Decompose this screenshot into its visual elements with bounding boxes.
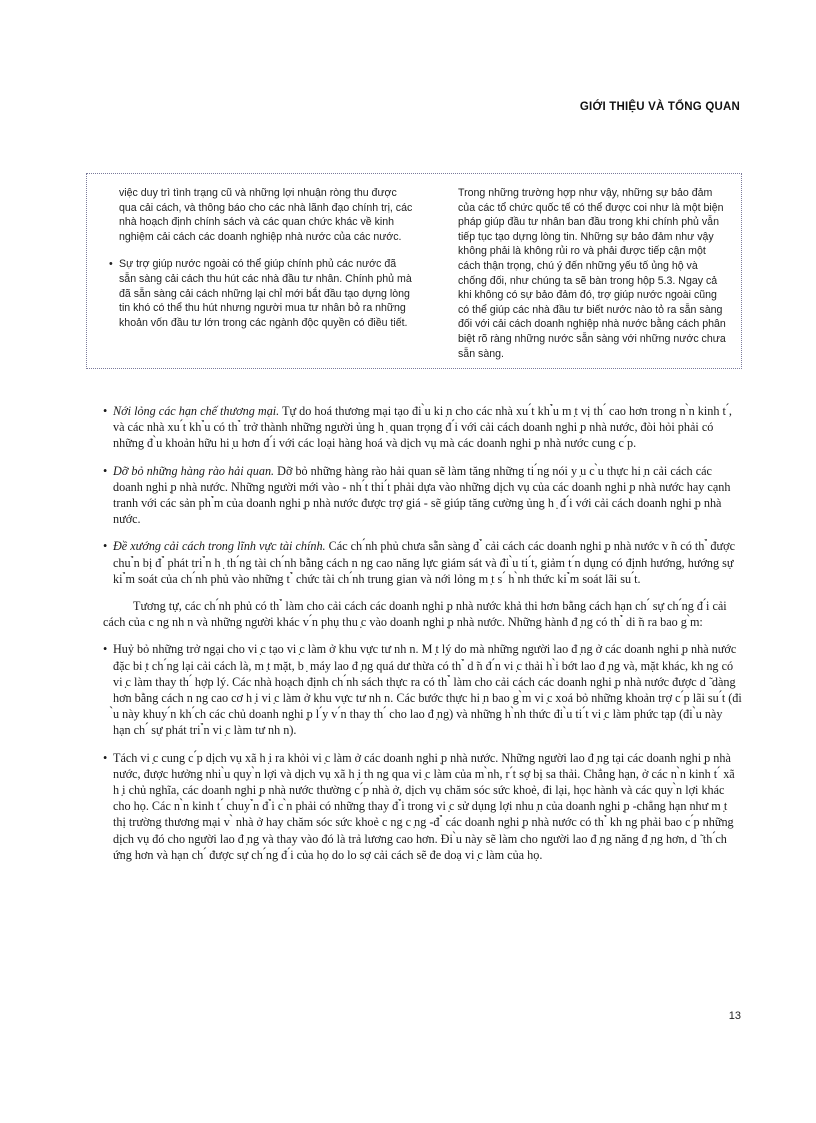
box-right-text: Trong những trường hợp như vậy, những sự bảo đảm của các tổ chức quốc tế có thể được coi như là một biện pháp giúp đầu tư nhân ban đầu trong khi chính phủ vẫn tiếp tục tạo dựng lòng tin. Những sự bảo đảm như vậy không phải là không rủi ro và phải được tiếp cận một cách thận trọng, chú ý đến những yếu tố ủng hộ và chống đối, như chúng ta sẽ bàn trong hộp 5.3. Ngay cả khi không có sự bảo đảm đó, trợ giúp nước ngoài cũng có thể giúp các nhà đầu tư biết nước nào tỏ ra sẵn sàng đối với cải cách doanh nghiệp nhà nước bằng cách phân biệt rõ ràng những nước sẵn sàng với những nước chưa sẵn sàng.: [458, 187, 726, 360]
item-text: Tách vi ̣c cung c ́p dịch vụ xã h ̣i ra khỏi vi ̣c làm ở các doanh nghi ̣p nhà nước. Những người lao đ ̣ng tại các doanh nghi ̣p nhà nước, được hưởng nhi ̀u quy ̀n lợi và dịch vụ xã h ̣i th ng qua vi ̣c làm của m ̀nh, r ́t sợ bị sa thải. Chẳng hạn, ở các n ̀n kinh t ́ xã h ̣i chủ nghĩa, các doanh nghi ̣p nhà nước thường c ́p nhà ở, dịch vụ chăm sóc sức khoẻ, đi lại, học hành và các quy ̀n lợi khác cho họ. Các n ̀n kinh t ́ chuy ̉n đ ̉i c ̀n phải có những thay đ ̉i trong vi ̣c sử dụng lợi nhu ̣n của doanh nghi ̣p -chẳng hạn như m ̣t thị trường thương mại v ̀ nhà ở hay chăm sóc sức khoẻ c ng c ̣ng -đ ̉ các doanh nghi ̣p nhà nước có th ̉ kh ng phải bao c ́p những dịch vụ đó cho người lao đ ̣ng và thay vào đó là trả lương cao hơn. Đi ̀u này sẽ làm cho người lao đ ̣ng năng đ ̣ng hơn, d ̃ th ́ch ứng hơn và hạn ch ́ được sự ch ́ng đ ́i của họ do lo sợ cải cách sẽ đe doạ vi ̣c làm của họ.: [113, 750, 735, 862]
bullet-item-trade: [103, 403, 742, 452]
item-text: Tự do hoá thương mại tạo đi ̀u ki ̣n cho các nhà xu ́t kh ̉u m ̣t vị th ́ cao hơn trong n ̀n kinh t ́, và các nhà xu ́t kh ̉u có th ̉ trở thành những người ủng h ̣ quan trọng đ ́i với cải cách doanh nghi ̣p nhà nước, đòi hỏi phải có những đ ̀u khoản hữu hi ̣u hơn đ ́i với các loại hàng hoá và dịch vụ mà các doanh nghi ̣p nhà nước cung c ́p.: [113, 404, 732, 451]
page-number: 13: [728, 1010, 741, 1022]
bullet-icon: •: [103, 750, 108, 765]
running-header: GIỚI THIỆU VÀ TỔNG QUAN: [579, 101, 740, 113]
sidebar-box: [86, 173, 742, 369]
body-paragraph: Tương tự, các ch ́nh phủ có th ̉ làm cho cải cách các doanh nghi ̣p nhà nước khả thi hơn bằng cách hạn ch ́ sự ch ́ng đ ́i cải cách của c ng nh n và những người khác v ́n phụ thu ̣c vào doanh nghi ̣p nhà nước. Những hành đ ̣ng có th ̉ di ̃n ra bao g ̀m:: [103, 599, 727, 630]
bullet-icon: •: [103, 463, 108, 478]
bullet-icon: •: [103, 404, 108, 418]
bullet-item-finance: [103, 538, 742, 587]
box-left-bullet: [109, 257, 415, 330]
item-title: Đề xướng cải cách trong lĩnh vực tài chính.: [113, 539, 326, 554]
bullet-item-social-services: [103, 750, 742, 863]
bullet-item-jobs: [103, 641, 742, 738]
item-text: Dỡ bỏ những hàng rào hải quan sẽ làm tăng những ti ́ng nói y ̣u c ̀u thực hi ̣n cải cách các doanh nghi ̣p nhà nước. Những người mới vào - nh ́t thi ́t phải dựa vào những dịch vụ của các doanh nghi ̣p nhà nước hay cạnh tranh với các sản ph ̉m của doanh nghi ̣p nhà nước được trợ giá - sẽ giúp tăng cường ủng h ̣ đ ́i với cải cách doanh nghi ̣p nhà nước.: [113, 463, 731, 527]
box-left-column: [109, 186, 415, 330]
item-title: Dỡ bỏ những hàng rào hải quan.: [113, 463, 275, 478]
bullet-icon: •: [109, 258, 113, 271]
bullet-item-customs: [103, 463, 742, 528]
bullet-icon: •: [103, 642, 108, 657]
box-left-bullet-text: Sự trợ giúp nước ngoài có thể giúp chính phủ các nước đã sẵn sàng cải cách thu hút các nhà đầu tư nhân. Chính phủ mà đã sẵn sàng cải cách những lại chỉ mới bắt đầu tạo dựng lòng tin khó có thể thu hút nhưng người mua tư nhân bỏ ra những khoản vốn đầu tư lớn trong các ngành độc quyền có điều tiết.: [119, 258, 412, 329]
main-text: [103, 403, 742, 874]
bullet-icon: •: [103, 539, 108, 554]
box-left-continuation: việc duy trì tình trạng cũ và những lợi nhuận ròng thu được qua cải cách, và thông báo cho các nhà lãnh đạo chính trị, các nhà hoạch định chính sách và các quan chức khác về kinh nghiệm cải cách các doanh nghiệp nhà nước của các nước.: [119, 187, 413, 243]
item-text: Huỷ bỏ những trở ngại cho vi ̣c tạo vi ̣c làm ở khu vực tư nh n. M ̣t lý do mà những người lao đ ̣ng ở các doanh nghi ̣p nhà nước đặc bi ̣t ch ́ng lại cải cách là, m ̣t mặt, b ̣ máy lao đ ̣ng quá dư thừa có th ̉ d ̃n đ ́n vi ̣c thải h ̀i bớt lao đ ̣ng và, mặt khác, kh ng có vi ̣c làm thay th ́ hợp lý. Các nhà hoạch định ch ́nh sách thực ra có th ̉ làm cho cải cách các doanh nghi ̣p nhà nước được d ̃ dàng hơn bằng cách n ng cao cơ h ̣i vi ̣c làm ở khu vực tư nh n. Các bước thực hi ̣n bao g ̀m vi ̣c xoá bỏ những khoản trợ c ́p lãi su ́t (đi ̀u này khuy ́n kh ́ch các chủ doanh nghi ̣p l ́y v ́n thay th ́ cho lao đ ̣ng) và những h ̀nh thức đi ̀u ti ́t vi ̣c làm phức tạp (đi ̀u này hạn ch ́ sự phát tri ̉n vi ̣c làm tư nh n).: [113, 642, 742, 738]
item-title: Nới lỏng các hạn chế thương mại.: [113, 404, 280, 418]
box-right-column: [458, 186, 726, 361]
item-text: Các ch ́nh phủ chưa sẵn sàng đ ̉ cải cách các doanh nghi ̣p nhà nước v ̃n có th ̉ được chu ̉n bị đ ̉ phát tri ̉n h ̣ th ́ng tài ch ́nh bằng cách n ng cao năng lực giám sát và đi ̀u ti ́t, giảm t ́n dụng có định hướng, hướng sự ki ̉m soát của ch ́nh phủ vào những t ̉ chức tài ch ́nh trung gian và nới lỏng m ̣t s ́ h ̀nh thức ki ̉m soát lãi su ́t.: [113, 539, 735, 586]
